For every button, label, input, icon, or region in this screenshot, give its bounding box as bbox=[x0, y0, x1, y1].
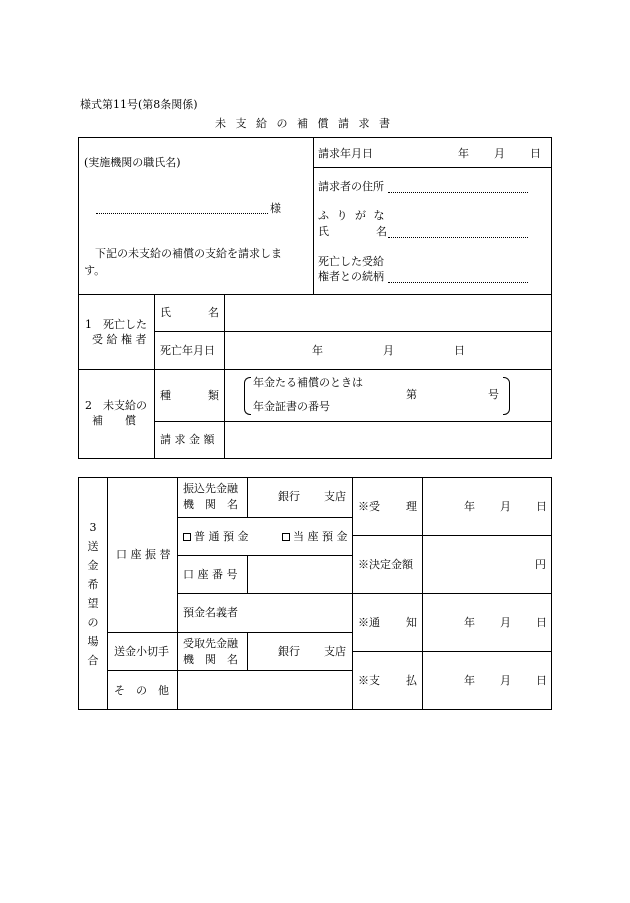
pension-dai: 第 bbox=[406, 388, 417, 401]
left-bracket bbox=[244, 377, 251, 415]
payment-label-2: 払 bbox=[406, 674, 417, 687]
section3-label: 3送金希望の場合 bbox=[87, 521, 99, 667]
bank-suffix: 銀行 bbox=[278, 490, 300, 503]
pension-go: 号 bbox=[488, 388, 499, 401]
payment-month: 月 bbox=[500, 674, 511, 687]
notice-label-2: 知 bbox=[406, 616, 417, 629]
institution-label: (実施機関の職氏名) bbox=[84, 156, 181, 169]
payment-label-1: ※支 bbox=[358, 674, 380, 687]
payment-day: 日 bbox=[536, 674, 547, 687]
recv-bank-label-2: 機 関 名 bbox=[183, 653, 238, 666]
address-field[interactable] bbox=[388, 192, 528, 193]
receipt-year: 年 bbox=[464, 500, 475, 513]
deceased-name-label-2: 名 bbox=[208, 306, 219, 319]
right-bracket bbox=[503, 377, 510, 415]
furigana-label: ふ り が な bbox=[318, 209, 387, 222]
request-text-1: 下記の未支給の補償の支給を請求しま bbox=[95, 247, 282, 260]
section1-label-1: 1 死亡した bbox=[85, 318, 147, 331]
institution-name-field[interactable] bbox=[96, 213, 268, 214]
request-day: 日 bbox=[530, 147, 541, 160]
receipt-label-1: ※受 bbox=[358, 500, 380, 513]
form-number: 様式第11号(第8条関係) bbox=[80, 98, 198, 111]
death-month: 月 bbox=[383, 344, 394, 357]
other-label: そ の 他 bbox=[114, 684, 169, 697]
request-text-2: す。 bbox=[84, 264, 106, 277]
payment-year: 年 bbox=[464, 674, 475, 687]
pension-line-2: 年金証書の番号 bbox=[253, 400, 330, 413]
recv-bank-suffix: 銀行 bbox=[278, 645, 300, 658]
form-title: 未 支 給 の 補 償 請 求 書 bbox=[215, 117, 393, 130]
type-label-2: 類 bbox=[208, 389, 219, 402]
ordinary-deposit-option[interactable] bbox=[183, 531, 249, 542]
remittance-check-label: 送金小切手 bbox=[114, 645, 169, 658]
notice-day: 日 bbox=[536, 616, 547, 629]
notice-label-1: ※通 bbox=[358, 616, 380, 629]
account-holder-label: 預金名義者 bbox=[183, 606, 238, 619]
section2-label-1: 2 未支給の bbox=[85, 399, 147, 412]
death-year: 年 bbox=[312, 344, 323, 357]
relation-field[interactable] bbox=[388, 282, 528, 283]
pension-line-1: 年金たる補償のときは bbox=[253, 376, 363, 389]
receipt-day: 日 bbox=[536, 500, 547, 513]
claimant-name-label-1: 氏 bbox=[318, 225, 329, 238]
notice-year: 年 bbox=[464, 616, 475, 629]
sama-label: 様 bbox=[270, 202, 281, 215]
branch-suffix: 支店 bbox=[324, 490, 346, 503]
recv-branch-suffix: 支店 bbox=[324, 645, 346, 658]
death-day: 日 bbox=[454, 344, 465, 357]
receipt-label-2: 理 bbox=[406, 500, 417, 513]
request-month: 月 bbox=[494, 147, 505, 160]
section1-label-2: 受 給 権 者 bbox=[92, 333, 147, 346]
section2-label-2: 補 償 bbox=[92, 414, 136, 427]
bank-label-1: 振込先金融 bbox=[183, 482, 238, 495]
death-date-label: 死亡年月日 bbox=[160, 344, 215, 357]
relation-label-2: 権者との続柄 bbox=[318, 270, 384, 283]
ordinary-deposit-label: 普 通 預 金 bbox=[194, 530, 249, 543]
relation-label-1: 死亡した受給 bbox=[318, 255, 384, 268]
request-date-label: 請求年月日 bbox=[318, 147, 373, 160]
deceased-name-label-1: 氏 bbox=[160, 306, 171, 319]
account-transfer-label: 口 座 振 替 bbox=[116, 548, 171, 561]
address-label: 請求者の住所 bbox=[318, 180, 384, 193]
bank-label-2: 機 関 名 bbox=[183, 498, 238, 511]
notice-month: 月 bbox=[500, 616, 511, 629]
receipt-month: 月 bbox=[500, 500, 511, 513]
ordinary-deposit-checkbox[interactable] bbox=[183, 533, 191, 541]
claimant-name-field[interactable] bbox=[388, 237, 528, 238]
current-deposit-label: 当 座 預 金 bbox=[293, 530, 348, 543]
type-label-1: 種 bbox=[160, 389, 171, 402]
current-deposit-option[interactable] bbox=[282, 531, 348, 542]
recv-bank-label-1: 受取先金融 bbox=[183, 637, 238, 650]
request-year: 年 bbox=[458, 147, 469, 160]
claimant-name-label-2: 名 bbox=[376, 225, 387, 238]
current-deposit-checkbox[interactable] bbox=[282, 533, 290, 541]
claim-amount-label: 請 求 金 額 bbox=[160, 433, 215, 446]
decided-amount-label: ※決定金額 bbox=[358, 558, 413, 571]
yen-unit: 円 bbox=[535, 558, 546, 571]
account-number-label: 口 座 番 号 bbox=[183, 568, 238, 581]
